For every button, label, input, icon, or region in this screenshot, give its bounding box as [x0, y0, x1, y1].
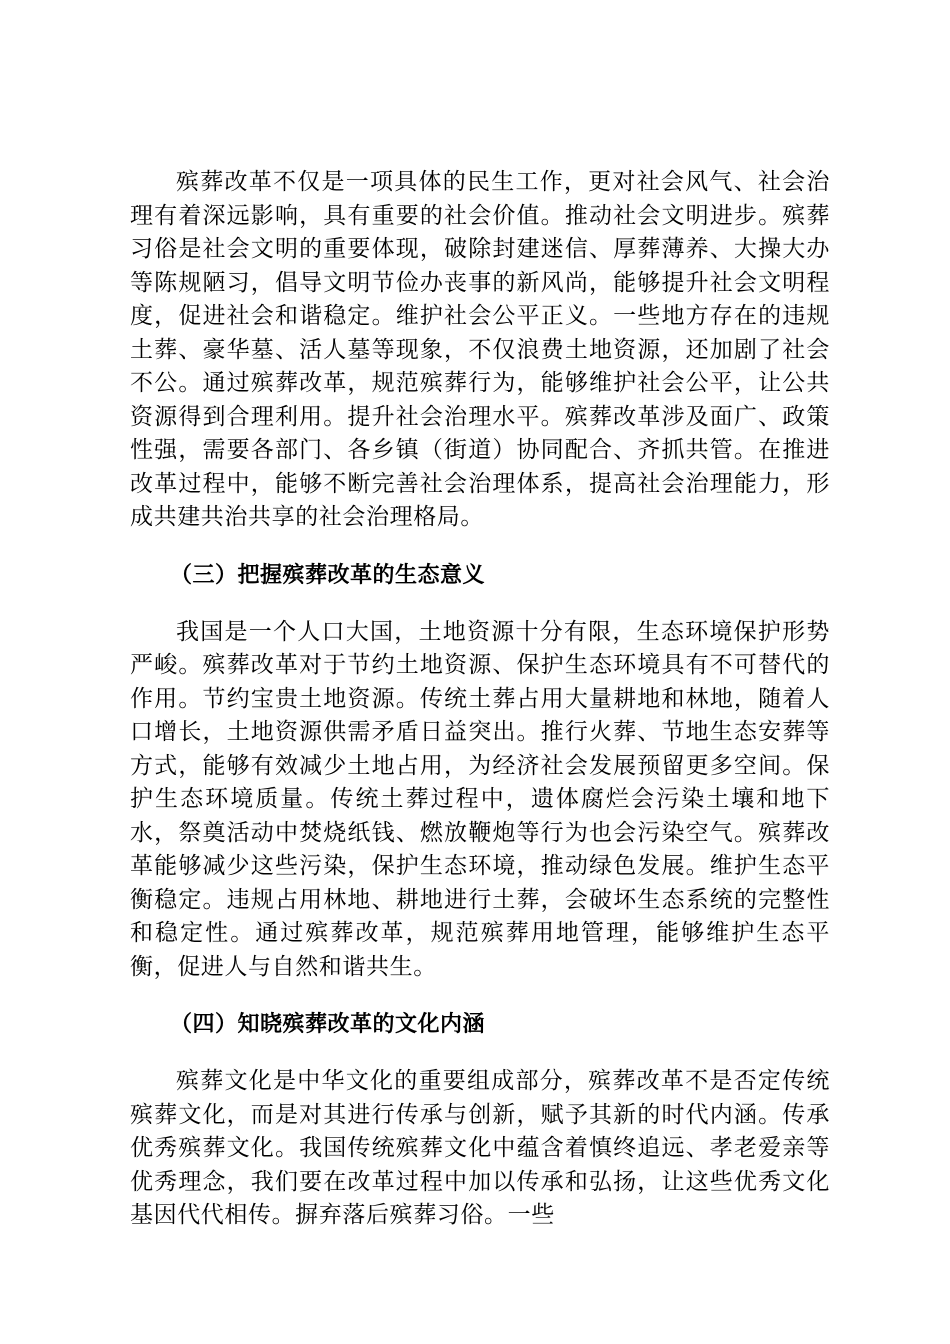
- paragraph-cultural-connotation: 殡葬文化是中华文化的重要组成部分，殡葬改革不是否定传统殡葬文化，而是对其进行传承与创新，赋予其新的时代内涵。传承优秀殡葬文化。我国传统殡葬文化中蕴含着慎终追远、孝老爱亲等优秀理念，我们要在改革过程中加以传承和弘扬，让这些优秀文化基因代代相传。摒弃落后殡葬习俗。一些: [130, 1068, 830, 1228]
- document-page: [130, 166, 830, 1233]
- paragraph-social-value: 殡葬改革不仅是一项具体的民生工作，更对社会风气、社会治理有着深远影响，具有重要的社会价值。推动社会文明进步。殡葬习俗是社会文明的重要体现，破除封建迷信、厚葬薄养、大操大办等陈规陋习，倡导文明节俭办丧事的新风尚，能够提升社会文明程度，促进社会和谐稳定。维护社会公平正义。一些地方存在的违规土葬、豪华墓、活人墓等现象，不仅浪费土地资源，还加剧了社会不公。通过殡葬改革，规范殡葬行为，能够维护社会公平，让公共资源得到合理利用。提升社会治理水平。殡葬改革涉及面广、政策性强，需要各部门、各乡镇（街道）协同配合、齐抓共管。在推进改革过程中，能够不断完善社会治理体系，提高社会治理能力，形成共建共治共享的社会治理格局。: [130, 169, 830, 530]
- section-heading-ecological: （三）把握殡葬改革的生态意义: [170, 562, 486, 588]
- section-heading-cultural: （四）知晓殡葬改革的文化内涵: [170, 1012, 486, 1037]
- paragraph-ecological-significance: 我国是一个人口大国，土地资源十分有限，生态环境保护形势严峻。殡葬改革对于节约土地资源、保护生态环境具有不可替代的作用。节约宝贵土地资源。传统土葬占用大量耕地和林地，随着人口增长，土地资源供需矛盾日益突出。推行火葬、节地生态安葬等方式，能够有效减少土地占用，为经济社会发展预留更多空间。保护生态环境质量。传统土葬过程中，遗体腐烂会污染土壤和地下水，祭奠活动中焚烧纸钱、燃放鞭炮等行为也会污染空气。殡葬改革能够减少这些污染，保护生态环境，推动绿色发展。维护生态平衡稳定。违规占用林地、耕地进行土葬，会破坏生态系统的完整性和稳定性。通过殡葬改革，规范殡葬用地管理，能够维护生态平衡，促进人与自然和谐共生。: [130, 618, 830, 980]
